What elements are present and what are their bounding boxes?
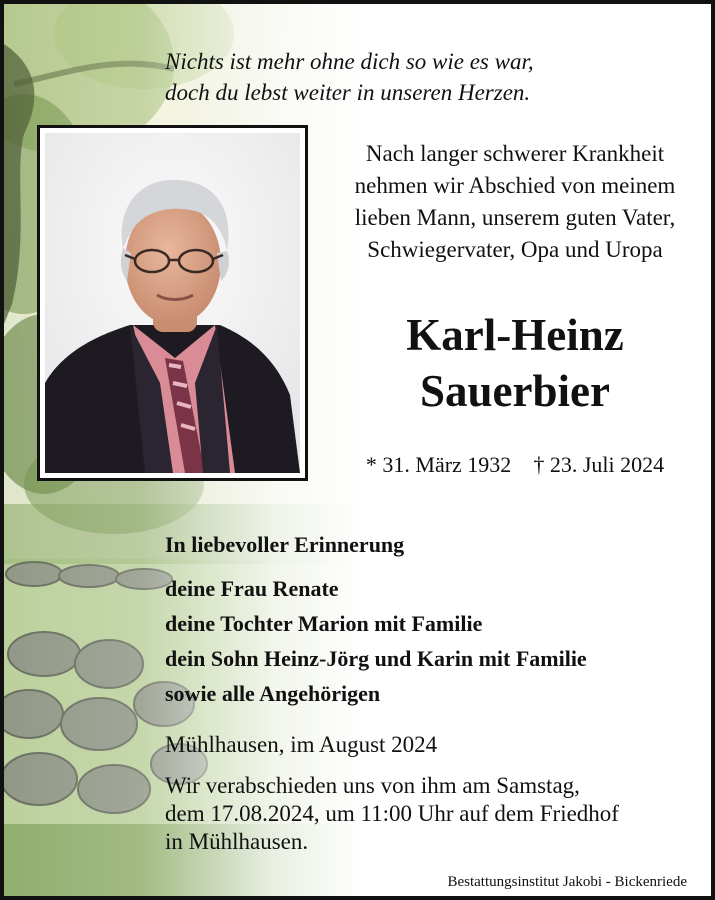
funeral-details-line: dem 17.08.2024, um 11:00 Uhr auf dem Friedhof [165,801,619,826]
birth-date: * 31. März 1932 [365,452,512,477]
memorial-verse [165,46,685,108]
verse-line: Nichts ist mehr ohne dich so wie es war, [165,49,534,74]
mourner-item: dein Sohn Heinz-Jörg und Karin mit Familie [165,646,587,671]
mourners-heading: In liebevoller Erinnerung [165,532,405,557]
life-dates [320,451,710,479]
last-name: Sauerbier [420,366,610,416]
verse-line: doch du lebst weiter in unseren Herzen. [165,80,531,105]
deceased-name [320,307,710,419]
mourner-item: deine Tochter Marion mit Familie [165,611,483,636]
mourners-list [165,571,705,711]
mourner-item: sowie alle Angehörigen [165,681,381,706]
announcement-line: nehmen wir Abschied von meinem [354,173,676,198]
funeral-details [165,772,705,856]
announcement-line: Nach langer schwerer Krankheit [365,141,665,166]
portrait-photo [45,133,300,473]
announcement-line: Schwiegervater, Opa und Uropa [367,237,663,262]
announcement-line: lieben Mann, unserem guten Vater, [354,205,676,230]
death-date: † 23. Juli 2024 [533,452,665,477]
portrait-frame [37,125,308,481]
place-and-date: Mühlhausen, im August 2024 [165,732,438,757]
mourner-item: deine Frau Renate [165,576,339,601]
first-name: Karl-Heinz [406,310,624,360]
funeral-details-line: Wir verabschieden uns von ihm am Samstag, [165,773,580,798]
funeral-details-line: in Mühlhausen. [165,829,309,854]
announcement-text [320,138,710,266]
undertaker-credit: Bestattungsinstitut Jakobi - Bickenriede [447,874,687,890]
